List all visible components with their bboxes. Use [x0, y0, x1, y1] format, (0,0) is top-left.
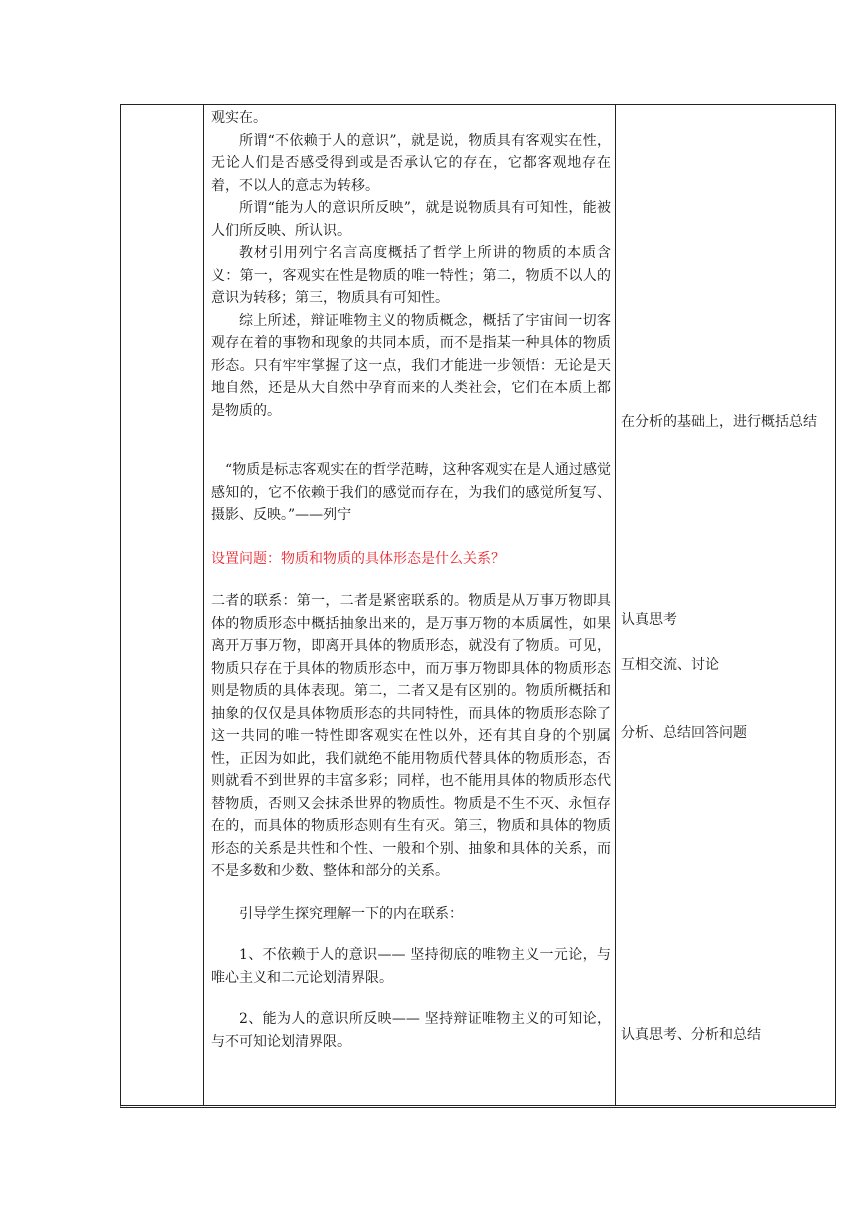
lenin-quote: “物质是标志客观实在的哲学范畴，这种客观实在是人通过感觉感知的，它不依赖于我们的感觉而存在，为我们的感觉所复写、摄影、反映。”——列宁: [211, 462, 611, 523]
note-think: 认真思考: [621, 612, 677, 628]
paragraph-conclusion: 综上所述，辩证唯物主义的物质概念，概括了宇宙间一切客观存在着的事物和现象的共同本质，而不是指某一种具体的物质形态。只有牢牢掌握了这一点，我们才能进一步领悟：无论是天地自然，还是从大自然中孕育而来的人类社会，它们在本质上都是物质的。: [211, 312, 611, 419]
answer-paragraph: 二者的联系：第一，二者是紧密联系的。物质是从万事万物即具体的物质形态中概括抽象出来的，是万事万物的本质属性，如果离开万事万物，即离开具体的物质形态，就没有了物质。可见，物质只存在于具体的物质形态中，而万事万物即具体的物质形态则是物质的具体表现。第二，二者又是有区别的。物质所概括和抽象的仅仅是具体物质形态的共同特性，而具体的物质形态除了这一共同的唯一特性即客观实在性以外，还有其自身的个别属性，正因为如此，我们就绝不能用物质代替具体的物质形态，否则就看不到世界的丰富多彩；同样，也不能用具体的物质形态代替物质，否则又会抹杀世界的物质性。物质是不生不灭、永恒存在的，而具体的物质形态则有生有灭。第三，物质和具体的物质形态的关系是共性和个性、一般和个别、抽象和具体的关系，而不是多数和少数、整体和部分的关系。: [211, 593, 611, 879]
point-two: 2、能为人的意识所反映—— 坚持辩证唯物主义的可知论，与不可知论划清界限。: [211, 1011, 611, 1050]
column-divider-left: [203, 105, 204, 1105]
note-think-analyze: 认真思考、分析和总结: [621, 1027, 761, 1043]
guide-text: 引导学生探究理解一下的内在联系：: [239, 905, 463, 922]
question-prompt: 设置问题：物质和物质的具体形态是什么关系？: [211, 550, 505, 567]
paragraph-objective-reality: 所谓“不依赖于人的意识”，就是说，物质具有客观实在性，无论人们是否感受得到或是否承认它的存在，它都客观地存在着，不以人的意志为转移。: [211, 132, 611, 194]
column-divider-right: [615, 105, 616, 1105]
paragraph-lenin-summary: 教材引用列宁名言高度概括了哲学上所讲的物质的本质含义：第一，客观实在性是物质的唯一特性；第二，物质不以人的意识为转移；第三，物质具有可知性。: [211, 245, 611, 306]
lesson-table: [120, 104, 836, 1108]
paragraph-knowability: 所谓“能为人的意识所反映”，就是说物质具有可知性，能被人们所反映、所认识。: [211, 200, 611, 239]
paragraph-continuation: 观实在。: [211, 110, 267, 126]
note-summarize: 在分析的基础上，进行概括总结: [621, 414, 817, 430]
note-discuss: 互相交流、讨论: [621, 657, 719, 673]
point-one: 1、不依赖于人的意识—— 坚持彻底的唯物主义一元论，与唯心主义和二元论划清界限。: [211, 947, 611, 986]
teaching-content-column: [211, 107, 611, 1053]
note-analyze-answer: 分析、总结回答问题: [621, 725, 747, 741]
